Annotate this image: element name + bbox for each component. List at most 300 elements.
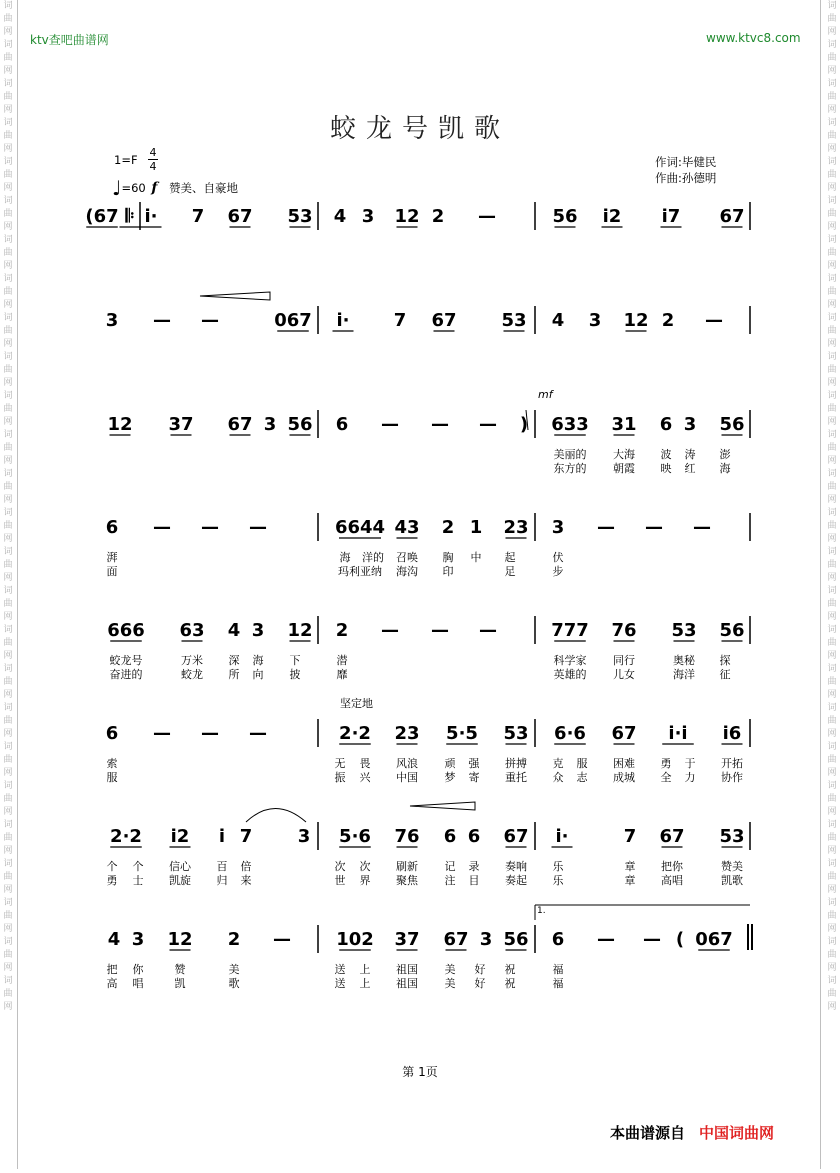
watermark-char: 词 [827, 625, 837, 635]
jianpu-note: 67 [227, 414, 253, 435]
watermark-char: 曲 [827, 950, 837, 960]
jianpu-note: — [273, 929, 291, 950]
lyric-syllable: 海 [339, 551, 351, 564]
watermark-char: 曲 [827, 755, 837, 765]
watermark-char: 词 [3, 235, 13, 245]
jianpu-note: 56 [552, 206, 578, 227]
lyric-syllable: 章 [624, 860, 636, 873]
watermark-char: 词 [827, 469, 837, 479]
lyric-syllable: 祝 [504, 963, 516, 976]
lyric-syllable: 好 [474, 977, 486, 990]
jianpu-note: 4 [107, 929, 121, 950]
lyric-syllable: 靡 [336, 668, 348, 681]
lyric-syllable: 胸 [442, 551, 454, 564]
lyric-syllable: 畏 [359, 757, 371, 770]
watermark-char: 词 [3, 430, 13, 440]
lyric-syllable: 召唤 [396, 551, 418, 564]
crescendo-hairpin [200, 292, 270, 300]
watermark-char: 词 [3, 40, 13, 50]
watermark-char: 网 [3, 300, 13, 310]
decrescendo-hairpin [410, 802, 475, 810]
lyric-syllable: 奋进的 [109, 668, 143, 681]
jianpu-note: 6·6 [554, 723, 586, 744]
jianpu-note: 12 [623, 310, 649, 331]
jianpu-note: 3 [251, 620, 265, 641]
lyric-syllable: 百 [216, 860, 228, 873]
watermark-char: 曲 [827, 989, 837, 999]
watermark-char: 网 [827, 534, 837, 544]
jianpu-note: 6 [335, 414, 349, 435]
jianpu-note: i6 [722, 723, 742, 744]
jianpu-note: 4 [333, 206, 347, 227]
watermark-char: 曲 [3, 521, 13, 531]
watermark-char: 网 [3, 651, 13, 661]
jianpu-note: 67 [659, 826, 685, 847]
jianpu-note: 6644 [334, 517, 386, 538]
jianpu-note: — [479, 620, 497, 641]
jianpu-note: — [381, 414, 399, 435]
watermark-char: 曲 [3, 794, 13, 804]
jianpu-note: 12 [287, 620, 313, 641]
lyric-syllable: 起 [504, 551, 516, 564]
lyric-syllable: 你 [132, 963, 144, 976]
watermark-char: 网 [3, 729, 13, 739]
jianpu-note: 1 [469, 517, 483, 538]
watermark-char: 词 [3, 625, 13, 635]
watermark-char: 词 [827, 40, 837, 50]
lyric-syllable: 披 [289, 668, 301, 681]
jianpu-note: — [153, 517, 171, 538]
lyric-syllable: 注 [444, 874, 456, 887]
lyric-syllable: 寄 [468, 771, 480, 784]
lyric-syllable: 唱 [132, 977, 144, 990]
lyric-syllable: 美 [228, 963, 240, 976]
watermark-char: 网 [3, 144, 13, 154]
watermark-char: 词 [3, 313, 13, 323]
lyric-syllable: 众 [552, 771, 564, 784]
lyric-syllable: 步 [552, 565, 564, 578]
jianpu-note: 102 [336, 929, 374, 950]
watermark-char: 网 [3, 1002, 13, 1012]
lyric-syllable: 万米 [181, 654, 203, 667]
lyric-syllable: 重托 [505, 771, 527, 784]
watermark-char: 网 [3, 885, 13, 895]
jianpu-note: 56 [719, 620, 745, 641]
watermark-char: 曲 [827, 404, 837, 414]
watermark-char: 网 [827, 768, 837, 778]
lyric-syllable: 倍 [240, 860, 252, 873]
lyric-syllable: 送 [334, 977, 346, 990]
jianpu-note: 53 [501, 310, 527, 331]
jianpu-note: 3 [361, 206, 375, 227]
lyric-syllable: 困难 [613, 757, 635, 770]
watermark-char: 词 [827, 79, 837, 89]
watermark-char: 曲 [827, 443, 837, 453]
slur [246, 809, 306, 823]
lyric-syllable: 无 [334, 757, 346, 770]
lyric-syllable: 凯歌 [721, 874, 743, 887]
watermark-char: 网 [3, 339, 13, 349]
lyric-syllable: 开拓 [721, 757, 743, 770]
jianpu-note: 6 [551, 929, 565, 950]
lyric-syllable: 强 [468, 757, 480, 770]
watermark-char: 词 [3, 742, 13, 752]
jianpu-note: 67 [611, 723, 637, 744]
watermark-char: 词 [827, 430, 837, 440]
lyric-syllable: 伏 [552, 551, 564, 564]
watermark-char: 曲 [827, 911, 837, 921]
watermark-char: 词 [827, 820, 837, 830]
lyric-syllable: 梦 [444, 771, 456, 784]
lyric-syllable: 送 [334, 963, 346, 976]
watermark-char: 词 [3, 820, 13, 830]
lyricist: 作词:毕健民 [655, 155, 717, 169]
watermark-char: 网 [827, 222, 837, 232]
song-title: 蛟龙号凯歌 [329, 114, 510, 144]
jianpu-note: 3 [683, 414, 697, 435]
jianpu-note: 6 [105, 723, 119, 744]
lyric-syllable: 探 [719, 654, 731, 667]
watermark-char: 词 [3, 703, 13, 713]
jianpu-note: ( [675, 929, 685, 950]
watermark-char: 网 [827, 417, 837, 427]
watermark-char: 网 [3, 807, 13, 817]
watermark-char: 曲 [827, 14, 837, 24]
lyric-syllable: 顽 [444, 757, 456, 770]
watermark-char: 曲 [827, 248, 837, 258]
lyric-syllable: 高唱 [661, 874, 683, 887]
watermark-char: 网 [3, 27, 13, 37]
lyric-syllable: 奏起 [505, 874, 527, 887]
jianpu-note: 2 [431, 206, 445, 227]
watermark-char: 网 [3, 105, 13, 115]
quarter-note-icon: ♩ [112, 176, 122, 200]
jianpu-note: 5·5 [446, 723, 478, 744]
watermark-char: 曲 [3, 92, 13, 102]
source-label: 本曲谱源自 [610, 1124, 686, 1142]
watermark-char: 曲 [3, 404, 13, 414]
watermark-char: 网 [3, 963, 13, 973]
watermark-char: 词 [3, 79, 13, 89]
watermark-char: 曲 [827, 677, 837, 687]
jianpu-note: ) [519, 414, 529, 435]
watermark-char: 词 [827, 235, 837, 245]
watermark-char: 网 [827, 105, 837, 115]
watermark-char: 词 [827, 391, 837, 401]
jianpu-note: 7 [239, 826, 253, 847]
watermark-char: 曲 [3, 677, 13, 687]
lyric-syllable: 祝 [504, 977, 516, 990]
end-repeat-barline [748, 924, 752, 950]
jianpu-note: 3 [105, 310, 119, 331]
lyric-syllable: 士 [132, 874, 144, 887]
watermark-char: 词 [3, 469, 13, 479]
jianpu-note: 3 [588, 310, 602, 331]
lyric-syllable: 波 [660, 448, 672, 461]
watermark-char: 网 [3, 612, 13, 622]
watermark-char: 词 [827, 898, 837, 908]
jianpu-note: 2 [661, 310, 675, 331]
lyric-syllable: 上 [359, 977, 371, 990]
watermark-char: 网 [827, 339, 837, 349]
jianpu-note: 3 [551, 517, 565, 538]
watermark-char: 词 [827, 976, 837, 986]
watermark-char: 网 [827, 66, 837, 76]
watermark-char: 网 [827, 651, 837, 661]
jianpu-note: 12 [394, 206, 420, 227]
watermark-char: 网 [3, 261, 13, 271]
jianpu-note: 6 [467, 826, 481, 847]
source-credit [610, 1122, 774, 1143]
lyric-syllable: 个 [132, 860, 144, 873]
volta-label: 1. [537, 906, 546, 916]
lyric-syllable: 风浪 [396, 757, 418, 770]
watermark-char: 词 [3, 859, 13, 869]
watermark-char: 网 [3, 456, 13, 466]
jianpu-note: — [249, 723, 267, 744]
watermark-char: 网 [3, 495, 13, 505]
lyric-syllable: 同行 [613, 654, 635, 667]
jianpu-note: 56 [287, 414, 313, 435]
lyric-syllable: 成城 [613, 771, 635, 784]
lyric-syllable: 澎 [719, 448, 731, 461]
watermark-char: 曲 [3, 950, 13, 960]
jianpu-note: 53 [503, 723, 529, 744]
lyric-syllable: 湃 [106, 551, 118, 564]
jianpu-note: i· [144, 206, 158, 227]
expression-jiandingdi: 坚定地 [340, 697, 373, 710]
watermark-char: 网 [3, 222, 13, 232]
lyric-syllable: 海沟 [396, 565, 418, 578]
lyric-syllable: 下 [289, 654, 301, 667]
jianpu-note: 2·2 [339, 723, 371, 744]
jianpu-note: 3 [297, 826, 311, 847]
time-signature-bottom: 4 [149, 160, 157, 173]
watermark-char: 网 [3, 417, 13, 427]
jianpu-note: 76 [394, 826, 420, 847]
watermark-char: 曲 [827, 833, 837, 843]
lyric-syllable: 海洋 [673, 668, 695, 681]
watermark-char: 曲 [3, 482, 13, 492]
lyric-syllable: 印 [442, 565, 454, 578]
time-signature-top: 4 [149, 146, 157, 159]
watermark-char: 词 [3, 118, 13, 128]
header-site-url[interactable]: www.ktvc8.com [706, 31, 801, 45]
watermark-char: 网 [3, 534, 13, 544]
jianpu-note: — [381, 620, 399, 641]
lyric-syllable: 凯旋 [169, 874, 191, 887]
watermark-char: 词 [827, 274, 837, 284]
dynamic-mf: mf [538, 388, 553, 401]
lyric-syllable: 来 [240, 874, 252, 887]
jianpu-note: 2 [335, 620, 349, 641]
jianpu-note: 37 [394, 929, 420, 950]
watermark-char: 词 [3, 508, 13, 518]
jianpu-note: — [645, 517, 663, 538]
lyric-syllable: 服 [106, 771, 118, 784]
lyric-syllable: 歌 [228, 977, 240, 990]
lyric-syllable: 全 [660, 771, 672, 784]
jianpu-note: 23 [503, 517, 529, 538]
watermark-char: 曲 [3, 365, 13, 375]
watermark-char: 词 [3, 781, 13, 791]
watermark-char: 曲 [827, 131, 837, 141]
watermark-char: 词 [827, 859, 837, 869]
jianpu-note: — [431, 414, 449, 435]
lyric-syllable: 美 [444, 977, 456, 990]
lyric-syllable: 大海 [613, 448, 635, 461]
watermark-char: 曲 [3, 209, 13, 219]
lyric-syllable: 拼搏 [505, 757, 527, 770]
key-signature: 1=F [114, 153, 138, 167]
source-brand[interactable]: 中国词曲网 [699, 1124, 775, 1142]
watermark-char: 词 [827, 508, 837, 518]
watermark-char: 网 [827, 885, 837, 895]
lyric-syllable: 于 [684, 757, 696, 770]
jianpu-note: 067 [695, 929, 733, 950]
lyric-syllable: 服 [576, 757, 588, 770]
jianpu-note: 63 [179, 620, 205, 641]
watermark-char: 网 [827, 924, 837, 934]
lyric-syllable: 章 [624, 874, 636, 887]
lyric-syllable: 把你 [661, 860, 683, 873]
lyric-syllable: 好 [474, 963, 486, 976]
lyric-syllable: 勇 [660, 757, 672, 770]
jianpu-note: — [597, 929, 615, 950]
jianpu-note: — [153, 310, 171, 331]
watermark-char: 词 [827, 1, 837, 11]
watermark-char: 曲 [3, 131, 13, 141]
jianpu-note: 7 [393, 310, 407, 331]
watermark-char: 网 [3, 573, 13, 583]
lyric-syllable: 归 [216, 874, 228, 887]
lyric-syllable: 涛 [684, 448, 696, 461]
jianpu-note: 777 [551, 620, 589, 641]
jianpu-note: — [479, 414, 497, 435]
watermark-char: 词 [3, 352, 13, 362]
watermark-char: 网 [827, 573, 837, 583]
watermark-char: 网 [827, 378, 837, 388]
lyric-syllable: 赞 [174, 963, 186, 976]
watermark-char: 网 [827, 690, 837, 700]
jianpu-note: 6 [659, 414, 673, 435]
jianpu-note: 56 [719, 414, 745, 435]
watermark-char: 词 [3, 1, 13, 11]
watermark-char: 曲 [827, 326, 837, 336]
lyric-syllable: 蛟龙号 [109, 654, 143, 667]
jianpu-note: 53 [671, 620, 697, 641]
lyric-syllable: 兴 [359, 771, 371, 784]
header-site-name[interactable]: ktv查吧曲谱网 [30, 33, 109, 47]
watermark-char: 词 [3, 937, 13, 947]
jianpu-note: 5·6 [339, 826, 371, 847]
watermark-char: 曲 [3, 53, 13, 63]
tempo-value: =60 [121, 181, 146, 195]
watermark-char: 曲 [3, 911, 13, 921]
watermark-char: 曲 [3, 560, 13, 570]
jianpu-note: 31 [611, 414, 637, 435]
watermark-char: 网 [3, 66, 13, 76]
lyric-syllable: 中国 [396, 771, 418, 784]
lyric-syllable: 赞美 [721, 860, 743, 873]
jianpu-note: 37 [168, 414, 194, 435]
lyric-syllable: 蛟龙 [181, 668, 203, 681]
watermark-char: 词 [827, 742, 837, 752]
watermark-char: 词 [827, 547, 837, 557]
jianpu-note: 76 [611, 620, 637, 641]
watermark-char: 曲 [827, 521, 837, 531]
lyric-syllable: 深 [228, 654, 240, 667]
lyric-syllable: 朝霞 [613, 462, 635, 475]
lyric-syllable: 奥秘 [673, 654, 695, 667]
expression-mark: 赞美、自豪地 [169, 181, 239, 195]
lyric-syllable: 祖国 [396, 963, 418, 976]
lyric-syllable: 美丽的 [553, 448, 587, 461]
dynamic-mark: f [151, 180, 158, 196]
lyric-syllable: 高 [106, 977, 118, 990]
watermark-char: 曲 [3, 872, 13, 882]
watermark-char: 网 [827, 456, 837, 466]
jianpu-note: 3 [263, 414, 277, 435]
watermark-char: 网 [3, 378, 13, 388]
jianpu-note: i· [336, 310, 350, 331]
jianpu-note: 43 [394, 517, 420, 538]
jianpu-note: i2 [602, 206, 622, 227]
watermark-char: 词 [3, 391, 13, 401]
watermark-char: 曲 [827, 599, 837, 609]
lyric-syllable: 界 [359, 874, 371, 887]
lyric-syllable: 美 [444, 963, 456, 976]
jianpu-note: 67 [503, 826, 529, 847]
jianpu-note: — [705, 310, 723, 331]
watermark-char: 词 [3, 196, 13, 206]
watermark-char: 网 [827, 144, 837, 154]
lyric-syllable: 中 [470, 551, 482, 564]
watermark-char: 曲 [827, 872, 837, 882]
lyric-syllable: 个 [106, 860, 118, 873]
jianpu-note: i· [555, 826, 569, 847]
lyric-syllable: 记 [444, 860, 456, 873]
watermark-char: 网 [3, 768, 13, 778]
lyric-syllable: 上 [359, 963, 371, 976]
jianpu-note: 23 [394, 723, 420, 744]
jianpu-note: 53 [287, 206, 313, 227]
watermark-char: 曲 [3, 599, 13, 609]
jianpu-note: 67 [431, 310, 457, 331]
lyric-syllable: 海 [252, 654, 264, 667]
watermark-char: 词 [827, 196, 837, 206]
lyric-syllable: 科学家 [553, 654, 587, 667]
watermark-char: 曲 [827, 482, 837, 492]
jianpu-note: 𝄆 [125, 206, 135, 227]
lyric-syllable: 征 [719, 668, 731, 681]
lyric-syllable: 所 [228, 668, 240, 681]
watermark-char: 曲 [827, 170, 837, 180]
lyric-syllable: 面 [106, 565, 118, 578]
lyric-syllable: 向 [252, 668, 264, 681]
watermark-char: 词 [3, 664, 13, 674]
jianpu-note: — [431, 620, 449, 641]
lyric-syllable: 聚焦 [396, 874, 418, 887]
lyric-syllable: 潜 [336, 654, 348, 667]
lyric-syllable: 录 [468, 860, 480, 873]
lyric-syllable: 振 [334, 771, 346, 784]
lyric-syllable: 勇 [106, 874, 118, 887]
lyric-syllable: 祖国 [396, 977, 418, 990]
jianpu-note: — [478, 206, 496, 227]
jianpu-note: 2 [441, 517, 455, 538]
lyric-syllable: 凯 [174, 977, 186, 990]
